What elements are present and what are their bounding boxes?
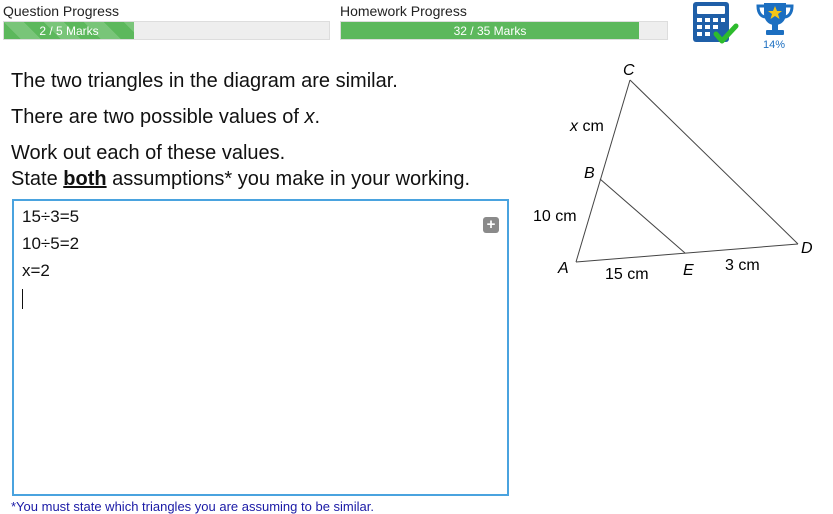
question-progress-value: 2 / 5 Marks	[39, 23, 99, 38]
trophy-percent: 14%	[763, 39, 786, 51]
answer-line-cursor	[22, 284, 79, 311]
length-label-ed: 3 cm	[725, 257, 760, 274]
question-line-4-text: State	[11, 168, 64, 190]
text-cursor	[22, 289, 23, 309]
point-label-d: D	[801, 240, 813, 257]
length-label-ae: 15 cm	[605, 266, 649, 283]
point-label-b: B	[584, 165, 595, 182]
question-variable-x: x	[304, 106, 315, 128]
footnote: *You must state which triangles you are assuming to be similar.	[11, 499, 374, 514]
point-label-c: C	[623, 62, 635, 79]
question-line-3: Work out each of these values.	[11, 142, 286, 164]
answer-line: 15÷3=5	[22, 207, 80, 226]
plus-square-icon[interactable]: +	[483, 217, 499, 233]
trophy-icon[interactable]	[754, 0, 796, 38]
homework-progress-label: Homework Progress	[340, 3, 467, 19]
length-label-bc	[569, 118, 604, 135]
length-bc-unit: cm	[578, 118, 604, 135]
triangle-diagram	[520, 55, 830, 290]
answer-line: 10÷5=2	[22, 234, 80, 253]
length-bc-variable: x	[570, 118, 578, 135]
question-emphasis-both: both	[63, 168, 107, 190]
question-line-1: The two triangles in the diagram are similar.	[11, 70, 398, 92]
homework-progress-bar	[340, 21, 668, 40]
question-progress-fill	[4, 22, 134, 39]
question-line-2-text: There are two possible values of	[11, 106, 305, 128]
question-progress-label: Question Progress	[3, 3, 119, 19]
length-label-ab: 10 cm	[533, 208, 577, 225]
line-cd	[630, 80, 798, 244]
line-ad	[576, 244, 798, 262]
homework-progress-value: 32 / 35 Marks	[453, 23, 527, 38]
question-line-4-end: assumptions* you make in your working.	[106, 168, 471, 190]
homework-progress-fill	[341, 22, 639, 39]
answer-line: x=2	[22, 261, 50, 280]
line-be	[600, 179, 685, 253]
question-line-4	[11, 168, 470, 191]
question-line-2-end: .	[314, 106, 321, 128]
calculator-check-icon[interactable]	[690, 0, 740, 48]
question-progress-bar	[3, 21, 330, 40]
answer-input[interactable]	[12, 199, 509, 496]
point-label-e: E	[683, 262, 694, 279]
question-line-2	[11, 106, 320, 129]
point-label-a: A	[558, 260, 569, 277]
